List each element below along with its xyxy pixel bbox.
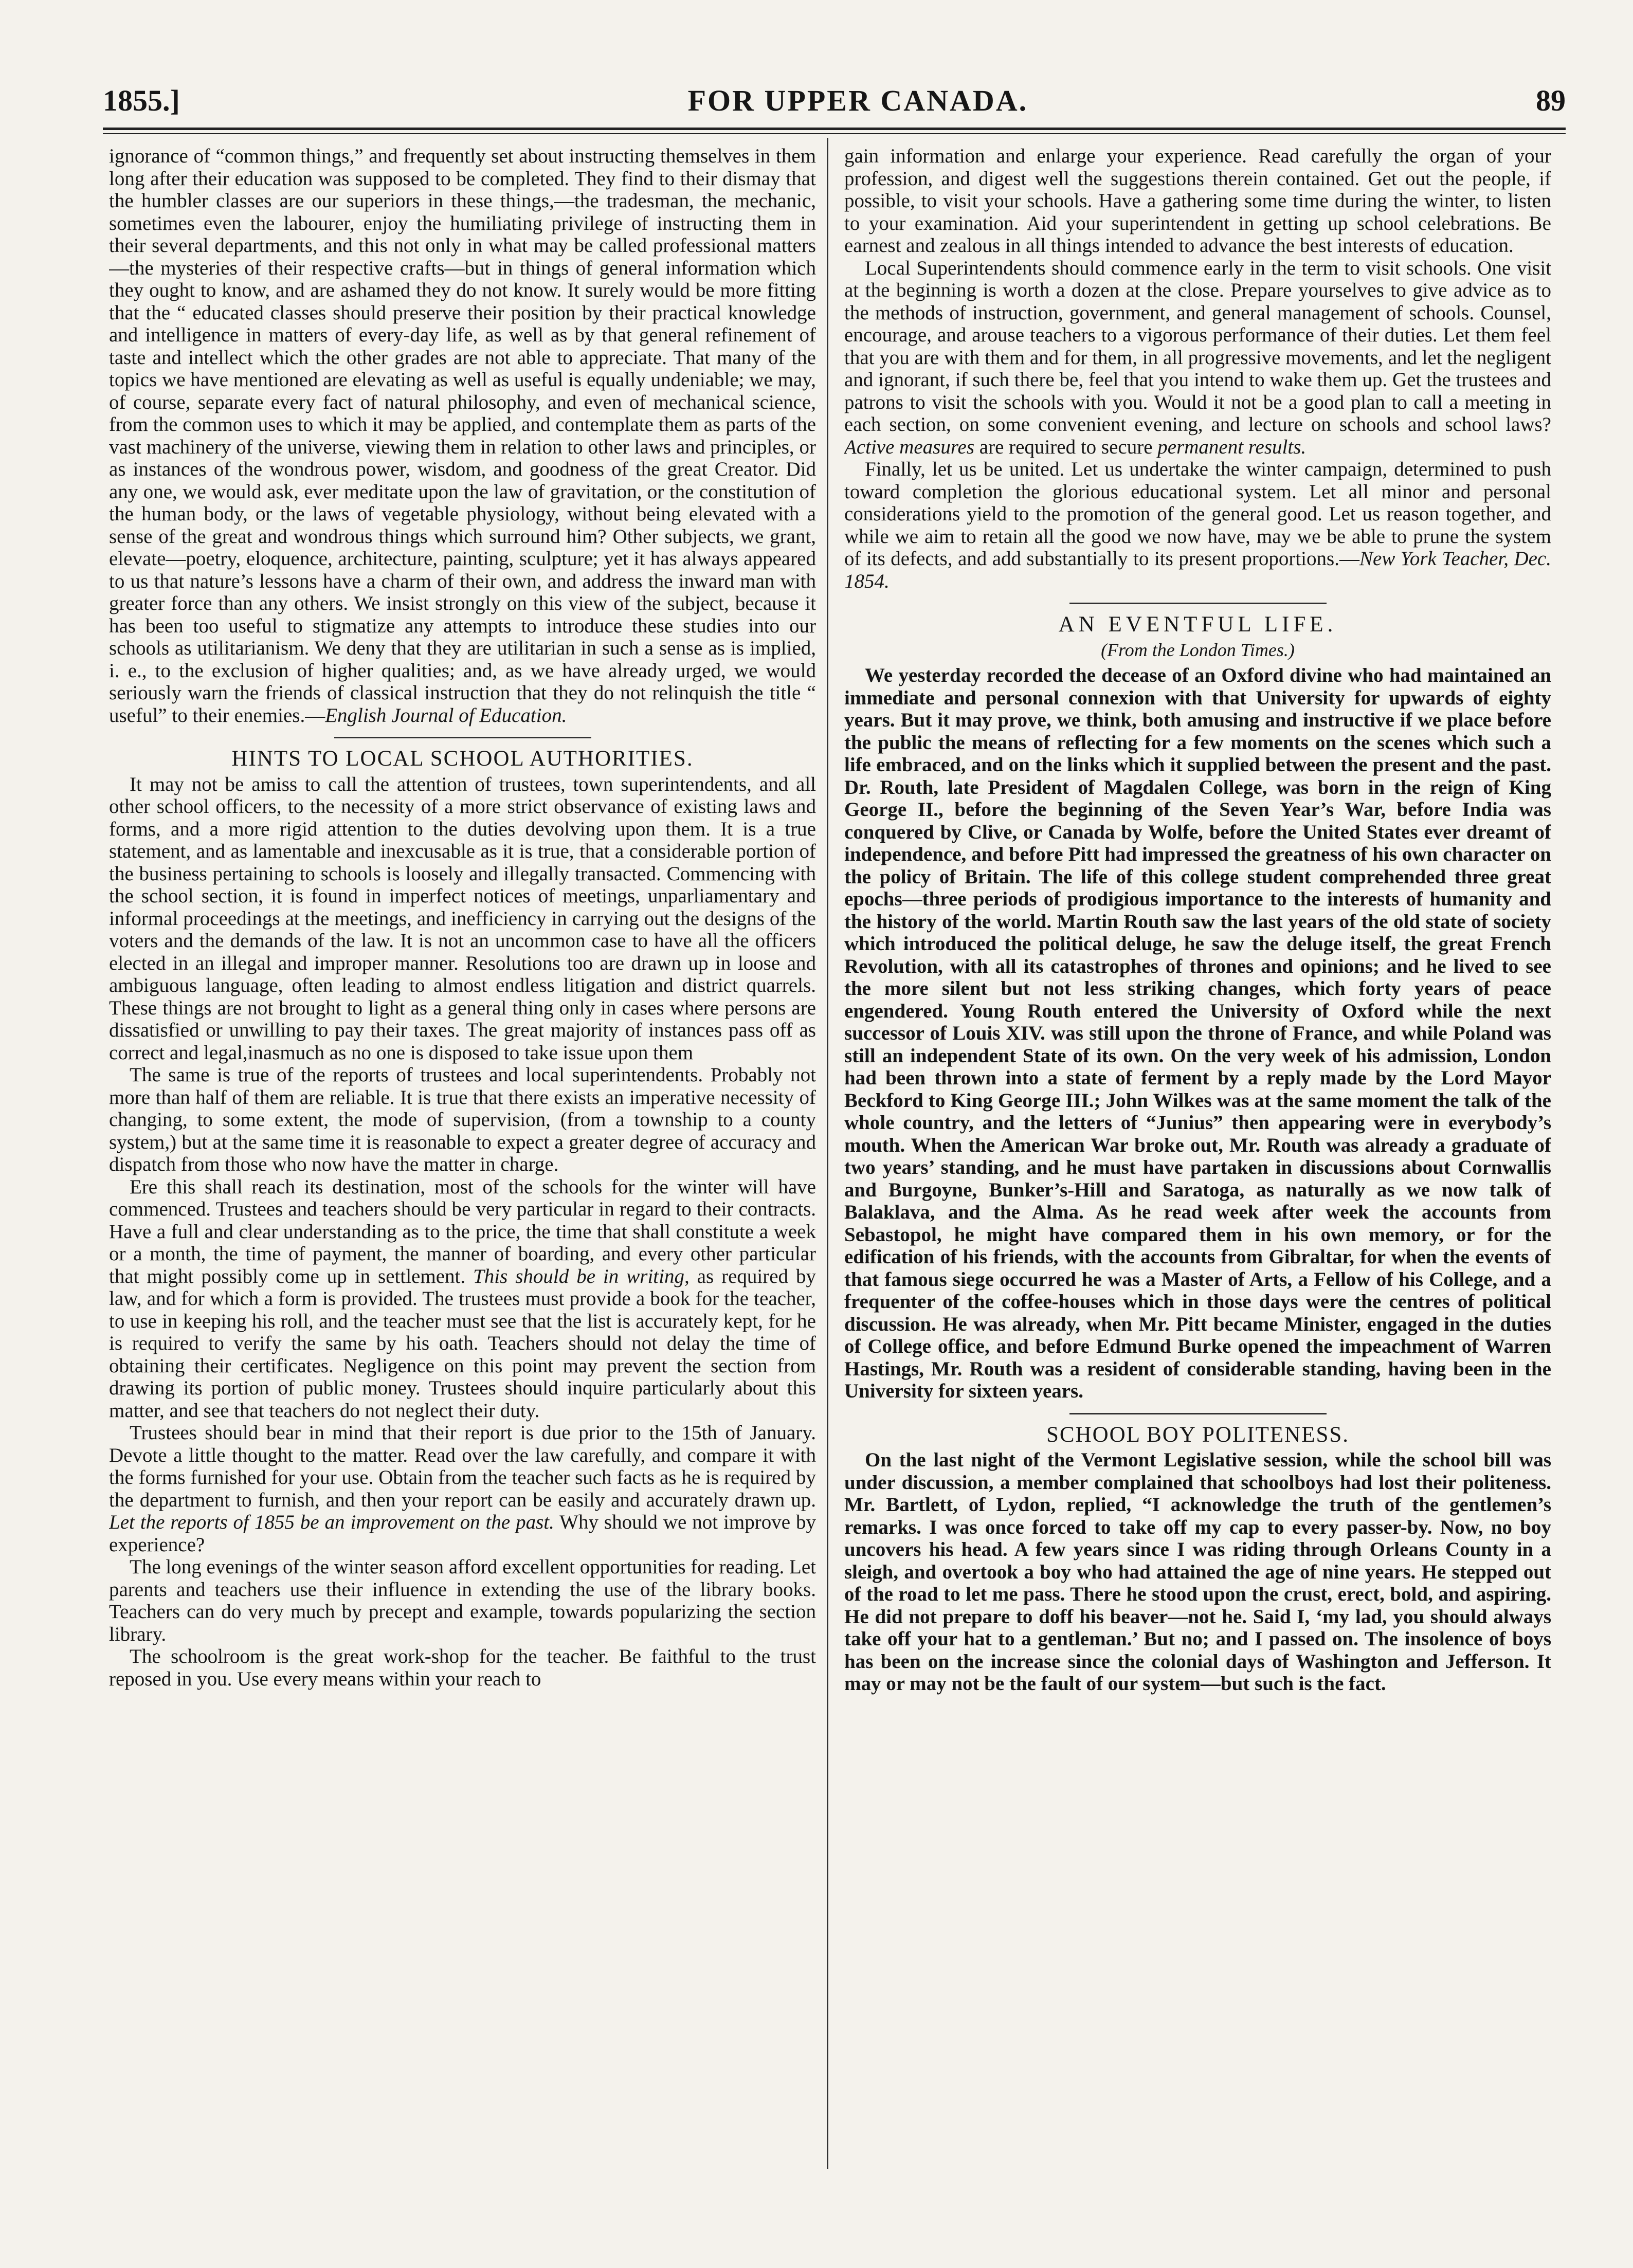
hints-article-title: HINTS TO LOCAL SCHOOL AUTHORITIES.: [231, 747, 694, 771]
section-rule: [1069, 1413, 1327, 1414]
common-things-paragraph: [109, 145, 816, 727]
finally-source: New York Teacher, Dec. 1854.: [844, 548, 1551, 592]
hints-paragraph-3-text-b: as required by law, and for which a form is provided. The trustees must provide a book for the teacher, to use in keeping his roll, and the teacher must see that the list is accurately kept, for he is required to verify the same by his oath. Teachers should not delay the time of obtaining their certificates. Negligence on this point may prevent the section from drawing its portion of public money. Trustees should inquire particularly about this matter, and see that teachers do not neglect their duty.: [109, 1265, 816, 1422]
local-superintendents-emphasis-1: Active measures: [844, 436, 975, 458]
left-column: [109, 145, 816, 2176]
page-header: [103, 77, 1566, 123]
eventful-life-title: AN EVENTFUL LIFE.: [1058, 612, 1337, 637]
school-boy-politeness-paragraph: On the last night of the Vermont Legislative session, while the school bill was under discussion, a member complained that schoolboys had lost their politeness. Mr. Bartlett, of Lydon, replied, “I acknowledge the truth of the gentlemen’s remarks. I was once forced to take off my cap to every passer-by. Now, no boy uncovers his head. A few years since I was riding through Orleans County in a sleigh, and overtook a boy who had attained the age of nine years. He stepped out of the road to let me pass. There he stood upon the crust, erect, bold, and aspiring. He did not prepare to doff his beaver—not he. Said I, ‘my lad, you should always take off your hat to a gentleman.’ But no; and I passed on. The insolence of boys has been on the increase since the colonial days of Washington and Jefferson. It may or may not be the fault of our system—but such is the fact.: [844, 1449, 1551, 1695]
local-superintendents-text-a: Local Superintendents should commence early in the term to visit schools. One visit at the beginning is worth a dozen at the close. Prepare yourselves to give advice as to the methods of instruction, government, and general management of schools. Counsel, encourage, and arouse teachers to a vigorous performance of their duties. Let them feel that you are with them and for them, in all progressive movements, and let the negligent and ignorant, if such there be, feel that you intend to wake them up. Get the trustees and patrons to visit the schools with you. Would it not be a good plan to call a meeting in each section, on some convenient evening, and lecture on schools and school laws?: [844, 257, 1551, 436]
common-things-text: ignorance of “common things,” and frequently set about instructing themselves in them long after their education was supposed to be completed. They find to their dismay that the humbler classes are our superiors in these things,—the tradesman, the mechanic, sometimes even the labourer, enjoy the humiliating privilege of instructing them in their several departments, and this not only in what may be called professional matters—the mysteries of their respective crafts—but in things of general information which they ought to know, and are ashamed they do not know. It surely would be more fitting that the “ educated classes should preserve their position by their practical knowledge and intelligence in matters of every-day life, as well as by that general refinement of taste and intellect which the other grades are not able to appreciate. That many of the topics we have mentioned are elevating as well as useful is equally undeniable; we may, of course, separate every fact of natural philosophy, and even of mechanical science, from the common uses to which it may be applied, and contemplate them as parts of the vast machinery of the universe, viewing them in relation to other laws and principles, or as instances of the wondrous power, wisdom, and goodness of the great Creator. Did any one, we would ask, ever meditate upon the law of gravitation, or the constitution of the human body, or the laws of vegetable physiology, without being elevated with a sense of the great and wondrous things which surround him? Other subjects, we grant, elevate—poetry, eloquence, architecture, painting, sculpture; yet it has always appeared to us that nature’s lessons have a charm of their own, and address the inward man with greater force than any others. We insist strongly on this view of the subject, because it has been too useful to stigmatize any attempts to introduce these studies into our schools as utilitarianism. We deny that they are utilitarian in such a sense as is implied, i. e., to the exclusion of higher qualities; and, as we have already urged, we would seriously warn the friends of classical instruction that they do not relinquish the title “ useful” to their enemies.—: [109, 145, 816, 727]
section-rule: [334, 737, 591, 738]
hints-paragraph-4-text-a: Trustees should bear in mind that their report is due prior to the 15th of January. Devote a little thought to the matter. Read over the law carefully, and compare it with the forms furnished for your use. Obtain from the teacher such facts as he is required by the department to furnish, and then your report can be easily and accurately drawn up.: [109, 1422, 816, 1511]
local-superintendents-text-b: are required to secure: [974, 436, 1158, 458]
page-number: 89: [1535, 83, 1566, 117]
local-superintendents-emphasis-2: permanent results.: [1157, 436, 1307, 458]
hints-continuation-paragraph: gain information and enlarge your experience. Read carefully the organ of your profession, and digest well the suggestions therein contained. Get out the people, if possible, to visit your schools. Have a gathering some time during the winter, to listen to your examination. Aid your superintendent in getting up school celebrations. Be earnest and zealous in all things intended to advance the best interests of education.: [844, 145, 1551, 257]
hints-paragraph-2: The same is true of the reports of trustees and local superintendents. Probably not more than half of them are reliable. It is true that there exists an imperative necessity of changing, to some extent, the mode of supervision, (from a township to a county system,) but at the same time it is reasonable to expect a greater degree of accuracy and dispatch from those who now have the matter in charge.: [109, 1064, 816, 1175]
section-rule: [1069, 603, 1327, 604]
header-year: 1855.]: [103, 83, 180, 117]
column-divider: [827, 138, 828, 2169]
header-rule-thick: [103, 128, 1566, 130]
finally-text: Finally, let us be united. Let us undertake the winter campaign, determined to push toward completion the glorious educational system. Let all minor and personal considerations yield to the promotion of the general good. Let us reason together, and while we aim to retain all the good we now have, may we be able to prune the system of its defects, and add substantially to its present proportions.—: [844, 458, 1551, 570]
hints-paragraph-3: [109, 1176, 816, 1422]
right-column: [844, 145, 1551, 2176]
school-boy-politeness-title: SCHOOL BOY POLITENESS.: [1046, 1422, 1350, 1447]
hints-paragraph-3-text-a: Ere this shall reach its destination, most of the schools for the winter will have commenced. Trustees and teachers should be very particular in regard to their contracts. Have a full and clear understanding as to the price, the time that shall constitute a week or a month, the time of payment, the manner of boarding, and every other particular that might possibly come up in settlement.: [109, 1175, 816, 1287]
hints-paragraph-1: It may not be amiss to call the attention of trustees, town superintendents, and all other school officers, to the necessity of a more strict observance of existing laws and forms, and a more rigid attention to the duties devolving upon them. It is a true statement, and as lamentable and inexcusable as it is true, that a considerable portion of the business pertaining to schools is loosely and illegally transacted. Commencing with the school section, it is found in imperfect notices of meetings, unparliamentary and informal proceedings at the meetings, and inefficiency in carrying out the designs of the voters and the demands of the law. It is not an uncommon case to have all the officers elected in an illegal and improper manner. Resolutions too are drawn up in loose and ambiguous language, often leading to almost endless litigation and district quarrels. These things are not brought to light as a general thing only in cases where persons are dissatisfied or unwilling to pay their taxes. The great majority of instances pass off as correct and legal,inasmuch as no one is disposed to take issue upon them: [109, 773, 816, 1064]
common-things-source: English Journal of Education.: [325, 704, 567, 727]
eventful-life-source: (From the London Times.): [1101, 639, 1295, 660]
hints-paragraph-4: [109, 1422, 816, 1556]
hints-paragraph-3-emphasis: This should be in writing,: [473, 1265, 690, 1287]
hints-paragraph-4-text-b: Why should we not improve by experience?: [109, 1511, 816, 1556]
hints-paragraph-4-emphasis: Let the reports of 1855 be an improvement on the past.: [109, 1511, 554, 1533]
hints-paragraph-5: The long evenings of the winter season afford excellent opportunities for reading. Let parents and teachers use their influence in extending the use of the library books. Teachers can do very much by precept and example, towards popularizing the section library.: [109, 1556, 816, 1645]
finally-paragraph: [844, 458, 1551, 592]
running-title: FOR UPPER CANADA.: [687, 83, 1028, 117]
eventful-life-paragraph: We yesterday recorded the decease of an Oxford divine who had maintained an immediate and personal connexion with that University for upwards of eighty years. But it may prove, we think, both amusing and instructive if we place before the public the means of reflecting for a few moments on the scenes which such a life embraced, and on the links which it supplied between the present and the past. Dr. Routh, late President of Magdalen College, was born in the reign of King George II., before the beginning of the Seven Year’s War, before India was conquered by Clive, or Canada by Wolfe, before the United States ever dreamt of independence, and before Pitt had impressed the greatness of his own character on the policy of Britain. The life of this college student comprehended three great epochs—three periods of prodigious importance to the interests of humanity and the history of the world. Martin Routh saw the last years of the old state of society which introduced the political deluge, he saw the deluge itself, the great French Revolution, with all its catastrophes of thrones and opinions; and he lived to see the more silent but not less striking changes, which forty years of peace engendered. Young Routh entered the University of Oxford while the next successor of Louis XIV. was still upon the throne of France, and while Poland was still an independent State of its own. On the very week of his admission, London had been thrown into a state of ferment by a reply made by the Lord Mayor Beckford to King George III.; John Wilkes was at the same moment the talk of the whole country, and the letters of “Junius” then appearing were in everybody’s mouth. When the American War broke out, Mr. Routh was already a graduate of two years’ standing, and he must have partaken in discussions about Cornwallis and Burgoyne, Bunker’s-Hill and Saratoga, as naturally as we now talk of Balaklava, and the Alma. As he read week after week the accounts from Sebastopol, he might have compared them in his own memory, or for the edification of his friends, with the accounts from Gibraltar, for when the events of that famous siege occurred he was a Master of Arts, a Fellow of his College, and a frequenter of the coffee-houses which in those days were the centres of political discussion. He was already, when Mr. Pitt became Minister, engaged in the duties of College office, and before Edmund Burke opened the impeachment of Warren Hastings, Mr. Routh was a resident of considerable standing, having been in the University for sixteen years.: [844, 664, 1551, 1402]
local-superintendents-paragraph: [844, 257, 1551, 459]
header-rule-thin: [103, 133, 1566, 134]
hints-paragraph-6: The schoolroom is the great work-shop for the teacher. Be faithful to the trust reposed in you. Use every means within your reach to: [109, 1645, 816, 1690]
